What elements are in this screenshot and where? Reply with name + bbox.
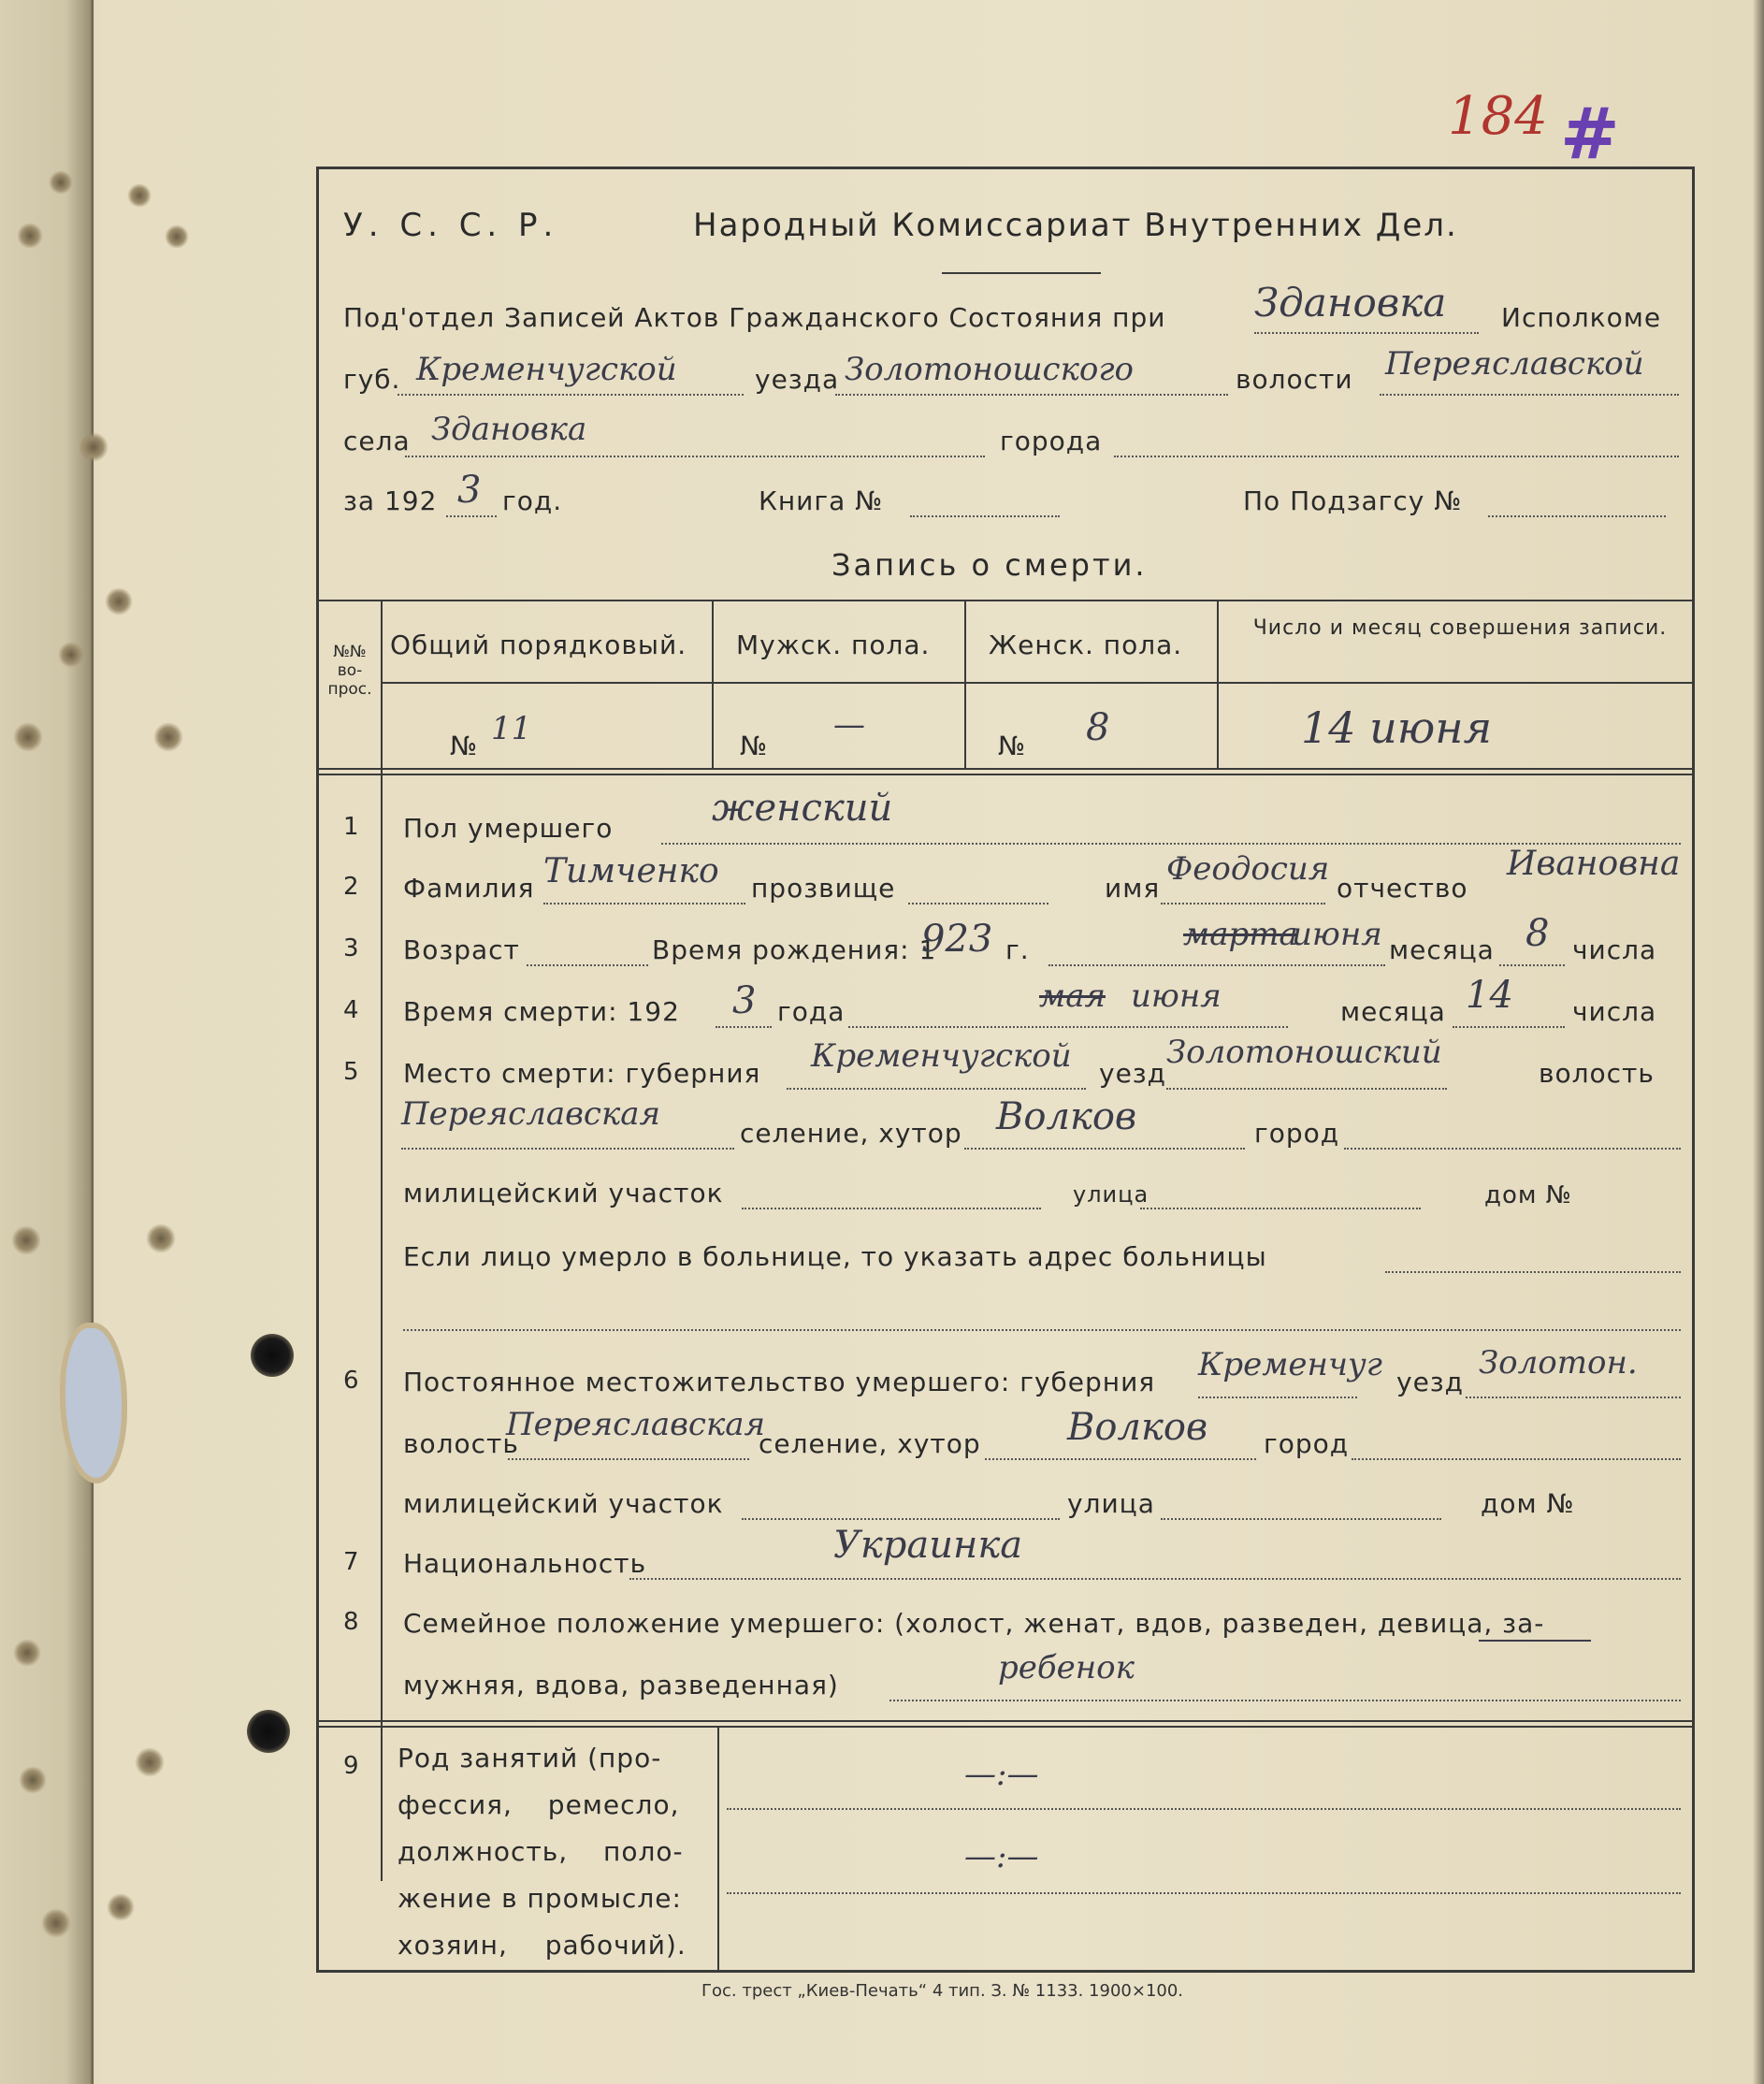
residence-label: Постоянное местожительство умершего: губерния bbox=[403, 1367, 1156, 1397]
birth-label: Время рождения: 1 bbox=[652, 934, 937, 965]
section-divider-double bbox=[319, 1726, 1694, 1728]
nationality-label: Национальность bbox=[403, 1548, 647, 1579]
death-month-line bbox=[848, 1026, 1288, 1028]
birth-month-line bbox=[1048, 964, 1385, 966]
section-divider bbox=[319, 1720, 1694, 1722]
col-divider bbox=[712, 600, 714, 768]
binding-hole bbox=[105, 587, 133, 615]
occupation-label-4: жение в промысле: bbox=[398, 1883, 682, 1914]
death-village-label: селение, хутор bbox=[740, 1118, 962, 1149]
marital-label-cont: мужняя, вдова, разведенная) bbox=[403, 1670, 839, 1700]
gub-label: губ. bbox=[343, 364, 401, 395]
death-day-line bbox=[1453, 1026, 1565, 1028]
col-male-header: Мужск. пола. bbox=[736, 630, 931, 660]
binding-hole bbox=[49, 170, 73, 195]
death-street-line bbox=[1140, 1208, 1421, 1209]
residence-militia-label: милицейский участок bbox=[403, 1488, 724, 1519]
death-militia-label: милицейский участок bbox=[403, 1178, 724, 1208]
residence-gub-line bbox=[1198, 1397, 1357, 1398]
residence-volost-label: волость bbox=[403, 1428, 519, 1459]
subdept-label: Под'отдел Записей Актов Гражданского Состояния при bbox=[343, 302, 1166, 333]
uezd-label: уезда bbox=[755, 364, 840, 395]
selo-line bbox=[405, 456, 985, 457]
binding-hole bbox=[19, 1766, 47, 1794]
residence-street-line bbox=[1161, 1518, 1441, 1520]
name-line bbox=[1161, 903, 1325, 905]
birth-month-label: месяца bbox=[1389, 934, 1495, 965]
occupation-label-3: должность, поло- bbox=[398, 1836, 684, 1867]
surname-value: Тимченко bbox=[543, 852, 719, 890]
row-number: 5 bbox=[343, 1058, 359, 1086]
page-number-annotation: 184 bbox=[1448, 86, 1548, 147]
name-value: Феодосия bbox=[1166, 850, 1330, 888]
occupation-label-1: Род занятий (про- bbox=[398, 1743, 662, 1773]
male-no-label: № bbox=[740, 731, 769, 761]
marital-underline-mark bbox=[1479, 1640, 1591, 1642]
male-value: — bbox=[833, 706, 865, 744]
residence-uezd-value: Золотон. bbox=[1479, 1344, 1638, 1382]
table-top-border bbox=[319, 600, 1694, 601]
residence-gub-value: Кременчуг bbox=[1198, 1346, 1382, 1383]
podzags-line bbox=[1488, 515, 1666, 517]
gorod-label: города bbox=[1000, 426, 1103, 456]
date-value: 14 июня bbox=[1301, 702, 1493, 753]
year-line bbox=[446, 515, 497, 517]
col-date-header: Число и месяц совершения записи. bbox=[1252, 616, 1668, 640]
table-bottom-border bbox=[319, 768, 1694, 770]
occupation-value-1: —:— bbox=[964, 1756, 1039, 1793]
birth-month-value: июня bbox=[1292, 916, 1382, 953]
binding-hole bbox=[41, 1908, 71, 1938]
death-city-label: город bbox=[1254, 1118, 1340, 1149]
age-line bbox=[527, 964, 648, 966]
residence-city-label: город bbox=[1264, 1428, 1350, 1459]
death-day-label: числа bbox=[1572, 996, 1657, 1027]
row-number: 8 bbox=[343, 1608, 359, 1636]
death-time-label: Время смерти: 192 bbox=[403, 996, 680, 1027]
death-street-label: улица bbox=[1073, 1181, 1149, 1208]
sex-label: Пол умершего bbox=[403, 813, 614, 844]
year-value: 3 bbox=[457, 469, 482, 512]
death-uezd-value: Золотоношский bbox=[1166, 1034, 1442, 1071]
residence-city-line bbox=[1352, 1458, 1681, 1460]
printer-footer: Гос. трест „Киев-Печать“ 4 тип. З. № 1133. 1900×100. bbox=[701, 1981, 1184, 2001]
death-village-line bbox=[964, 1148, 1245, 1150]
gub-line bbox=[398, 394, 744, 396]
binding-hole bbox=[58, 642, 84, 668]
name-label: имя bbox=[1105, 873, 1161, 904]
birth-day-label: числа bbox=[1572, 934, 1657, 965]
death-militia-line bbox=[742, 1208, 1041, 1209]
col-divider bbox=[1217, 600, 1219, 768]
hospital-line bbox=[1385, 1271, 1681, 1273]
sex-value: женский bbox=[712, 787, 893, 830]
occupation-column-border bbox=[717, 1726, 719, 1973]
death-volost-label: волость bbox=[1539, 1058, 1655, 1089]
row-number: 1 bbox=[343, 813, 359, 841]
state-heading: У. С. С. Р. bbox=[343, 207, 559, 244]
residence-village-line bbox=[985, 1458, 1256, 1460]
uezd-line bbox=[835, 394, 1228, 396]
residence-uezd-label: уезд bbox=[1396, 1367, 1465, 1397]
binding-hole bbox=[107, 1893, 135, 1921]
occupation-label-5: хозяин, рабочий). bbox=[398, 1930, 687, 1961]
subdept-line bbox=[1254, 332, 1479, 334]
residence-volost-value: Переяславская bbox=[506, 1406, 766, 1443]
year-label: за 192 bbox=[343, 485, 438, 516]
num-column-header: №№ во- прос. bbox=[327, 643, 372, 699]
residence-uezd-line bbox=[1466, 1397, 1681, 1398]
podzags-label: По Подзагсу № bbox=[1243, 485, 1463, 516]
residence-house-label: дом № bbox=[1481, 1488, 1575, 1519]
right-page-edge bbox=[1753, 0, 1764, 2084]
death-year-value: 3 bbox=[732, 979, 757, 1022]
female-value: 8 bbox=[1086, 706, 1110, 749]
residence-village-value: Волков bbox=[1067, 1406, 1208, 1449]
death-day-value: 14 bbox=[1466, 974, 1513, 1017]
binding-hole bbox=[13, 722, 43, 752]
death-month-label: месяца bbox=[1340, 996, 1446, 1027]
residence-village-label: селение, хутор bbox=[759, 1428, 981, 1459]
surname-line bbox=[543, 903, 745, 905]
general-value: 11 bbox=[491, 710, 532, 747]
book-label: Книга № bbox=[759, 485, 884, 516]
death-year-line bbox=[716, 1026, 772, 1028]
subdept-suffix: Исполкоме bbox=[1501, 302, 1662, 333]
occupation-line-1 bbox=[727, 1808, 1681, 1810]
birth-month-struck: марта bbox=[1183, 916, 1298, 953]
binding-hole bbox=[17, 223, 43, 249]
book-line bbox=[910, 515, 1060, 517]
gorod-line bbox=[1114, 456, 1679, 457]
row-number: 6 bbox=[343, 1367, 359, 1395]
uezd-value: Золотоношского bbox=[845, 351, 1135, 388]
selo-label: села bbox=[343, 426, 411, 456]
binding-hole bbox=[135, 1747, 165, 1777]
death-record-form bbox=[316, 166, 1695, 1973]
punch-hole bbox=[251, 1334, 294, 1377]
death-city-line bbox=[1344, 1148, 1681, 1150]
nickname-line bbox=[908, 903, 1048, 905]
marital-label: Семейное положение умершего: (холост, женат, вдов, разведен, девица, за- bbox=[403, 1608, 1545, 1639]
death-volost-value: Переяславская bbox=[401, 1095, 661, 1133]
binding-hole bbox=[79, 432, 108, 462]
hospital-line-2 bbox=[403, 1329, 1681, 1331]
punch-hole bbox=[247, 1710, 290, 1753]
header-divider bbox=[942, 272, 1101, 274]
birth-day-line bbox=[1499, 964, 1565, 966]
marital-value: ребенок bbox=[998, 1649, 1135, 1686]
birth-day-value: 8 bbox=[1525, 912, 1550, 955]
occupation-label-2: фессия, ремесло, bbox=[398, 1789, 680, 1820]
binding-hole bbox=[153, 722, 183, 752]
hospital-label: Если лицо умерло в больнице, то указать адрес больницы bbox=[403, 1241, 1267, 1272]
row-number: 9 bbox=[343, 1752, 359, 1780]
nationality-value: Украинка bbox=[833, 1524, 1023, 1567]
binding-hole bbox=[127, 183, 152, 208]
death-gub-value: Кременчугской bbox=[811, 1037, 1072, 1075]
volost-line bbox=[1380, 394, 1679, 396]
death-volost-line bbox=[401, 1148, 734, 1150]
patronymic-label: отчество bbox=[1337, 873, 1468, 904]
left-page-edge bbox=[0, 0, 94, 2084]
death-gub-line bbox=[787, 1088, 1086, 1090]
gub-value: Кременчугской bbox=[416, 351, 677, 388]
record-title: Запись о смерти. bbox=[831, 547, 1148, 583]
residence-volost-line bbox=[508, 1458, 749, 1460]
residence-militia-line bbox=[742, 1518, 1060, 1520]
binding-hole bbox=[13, 1639, 41, 1667]
selo-value: Здановка bbox=[431, 411, 587, 448]
subdept-value: Здановка bbox=[1254, 280, 1447, 326]
death-uezd-label: уезд bbox=[1099, 1058, 1167, 1089]
row-number: 2 bbox=[343, 873, 359, 901]
col-divider bbox=[964, 600, 966, 768]
age-label: Возраст bbox=[403, 934, 520, 965]
patronymic-value: Ивановна bbox=[1507, 845, 1681, 883]
col-female-header: Женск. пола. bbox=[989, 630, 1183, 660]
female-no-label: № bbox=[998, 731, 1027, 761]
death-place-label: Место смерти: губерния bbox=[403, 1058, 761, 1089]
death-year-label: года bbox=[777, 996, 846, 1027]
death-house-label: дом № bbox=[1484, 1181, 1572, 1209]
binding-hole bbox=[11, 1225, 41, 1255]
binding-hole bbox=[165, 224, 189, 249]
binding-hole bbox=[146, 1223, 176, 1253]
death-month-value: июня bbox=[1131, 977, 1222, 1015]
nickname-label: прозвище bbox=[751, 873, 896, 904]
death-uezd-line bbox=[1166, 1088, 1447, 1090]
row-number: 3 bbox=[343, 934, 359, 962]
volost-label: волости bbox=[1236, 364, 1353, 395]
table-bottom-border-double bbox=[319, 774, 1694, 775]
surname-label: Фамилия bbox=[403, 873, 535, 904]
general-no-label: № bbox=[450, 731, 479, 761]
occupation-value-2: —:— bbox=[964, 1838, 1039, 1875]
birth-g-label: г. bbox=[1005, 934, 1030, 965]
number-column-border bbox=[381, 600, 383, 1881]
volost-value: Переяславской bbox=[1385, 345, 1644, 383]
col-general-header: Общий порядковый. bbox=[390, 630, 687, 660]
row-number: 4 bbox=[343, 996, 359, 1024]
death-month-struck: мая bbox=[1039, 977, 1106, 1015]
hash-mark-annotation: # bbox=[1560, 92, 1620, 175]
death-village-value: Волков bbox=[996, 1095, 1137, 1138]
birth-year-value: 923 bbox=[921, 918, 993, 961]
table-header-divider bbox=[381, 682, 1694, 684]
commissariat-heading: Народный Комиссариат Внутренних Дел. bbox=[693, 207, 1458, 244]
residence-street-label: улица bbox=[1067, 1488, 1155, 1519]
row-number: 7 bbox=[343, 1548, 359, 1576]
occupation-line-2 bbox=[727, 1892, 1681, 1894]
nationality-line bbox=[629, 1578, 1681, 1580]
marital-line bbox=[889, 1700, 1681, 1701]
year-suffix: год. bbox=[502, 485, 563, 516]
